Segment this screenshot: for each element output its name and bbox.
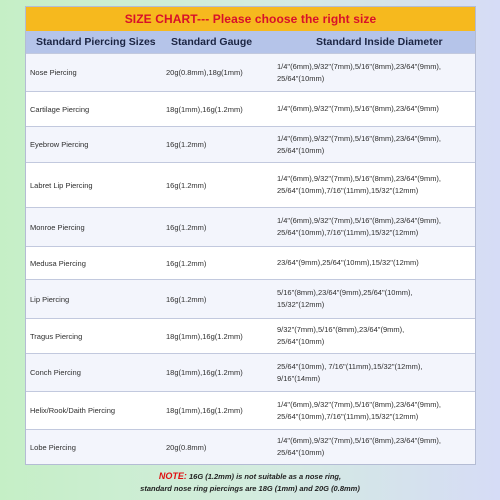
table-row <box>26 207 475 246</box>
diameter-line: 25/64"(10mm),7/16"(11mm),15/32"(12mm) <box>277 186 419 195</box>
note <box>0 470 500 495</box>
piercing-gauge: 18g(1mm),16g(1.2mm) <box>166 104 243 114</box>
chart-title: SIZE CHART--- Please choose the right size <box>26 7 475 31</box>
diameter-line: 1/4"(6mm),9/32"(7mm),5/16"(8mm),23/64"(9mm), <box>277 174 442 183</box>
diameter-line: 1/4"(6mm),9/32"(7mm),5/16"(8mm),23/64"(9mm), <box>277 216 442 225</box>
piercing-name: Lip Piercing <box>30 294 70 304</box>
piercing-name: Cartilage Piercing <box>30 104 90 114</box>
note-lead: NOTE: <box>158 471 187 481</box>
diameter-line: 25/64"(10mm),7/16"(11mm),15/32"(12mm) <box>277 411 419 421</box>
piercing-gauge: 18g(1mm),16g(1.2mm) <box>166 368 243 377</box>
piercing-name: Lobe Piercing <box>30 442 76 452</box>
table-row <box>26 246 475 279</box>
piercing-gauge: 16g(1.2mm) <box>166 294 207 304</box>
piercing-name: Tragus Piercing <box>30 331 83 341</box>
piercing-diameter <box>274 173 475 197</box>
size-chart <box>25 6 476 465</box>
diameter-line: 5/16"(8mm),23/64"(9mm),25/64"(10mm), <box>277 288 413 297</box>
diameter-line: 25/64"(10mm), 7/16"(11mm),15/32"(12mm), <box>277 361 423 371</box>
header-piercing-sizes: Standard Piercing Sizes <box>36 36 156 48</box>
piercing-name: Monroe Piercing <box>30 222 85 232</box>
table-row <box>26 318 475 353</box>
piercing-diameter <box>274 399 475 423</box>
diameter-line: 1/4"(6mm),9/32"(7mm),5/16"(8mm),23/64"(9mm), <box>277 61 442 71</box>
piercing-diameter <box>274 215 475 239</box>
note-text-1: 16G (1.2mm) is not suitable as a nose ring, <box>186 472 342 481</box>
table-body <box>26 53 475 464</box>
table-row <box>26 279 475 318</box>
piercing-diameter <box>274 435 475 459</box>
piercing-gauge: 16g(1.2mm) <box>166 222 207 232</box>
table-header <box>26 31 475 53</box>
piercing-diameter <box>274 361 475 385</box>
diameter-line: 1/4"(6mm),9/32"(7mm),5/16"(8mm),23/64"(9mm), <box>277 133 442 143</box>
piercing-gauge: 20g(0.8mm) <box>166 442 207 452</box>
header-gauge: Standard Gauge <box>171 36 253 48</box>
diameter-line: 25/64"(10mm) <box>277 337 325 346</box>
piercing-diameter <box>274 287 475 311</box>
diameter-line: 25/64"(10mm),7/16"(11mm),15/32"(12mm) <box>277 228 419 237</box>
table-row <box>26 353 475 391</box>
piercing-name: Labret Lip Piercing <box>30 180 93 190</box>
diameter-line: 1/4"(6mm),9/32"(7mm),5/16"(8mm),23/64"(9mm), <box>277 436 442 445</box>
diameter-line: 1/4"(6mm),9/32"(7mm),5/16"(8mm),23/64"(9mm) <box>277 104 439 113</box>
diameter-line: 23/64"(9mm),25/64"(10mm),15/32"(12mm) <box>277 258 419 267</box>
diameter-line: 9/32"(7mm),5/16"(8mm),23/64"(9mm), <box>277 325 405 334</box>
piercing-diameter <box>274 103 475 115</box>
note-text-2: standard nose ring piercings are 18G (1mm) and 20G (0.8mm) <box>140 484 360 493</box>
diameter-line: 1/4"(6mm),9/32"(7mm),5/16"(8mm),23/64"(9mm), <box>277 399 442 409</box>
table-row <box>26 162 475 207</box>
table-row <box>26 91 475 126</box>
piercing-name: Conch Piercing <box>30 368 81 377</box>
piercing-gauge: 16g(1.2mm) <box>166 180 207 190</box>
table-row <box>26 126 475 162</box>
piercing-name: Nose Piercing <box>30 68 77 77</box>
diameter-line: 15/32"(12mm) <box>277 300 325 309</box>
piercing-name: Helix/Rook/Daith Piercing <box>30 406 116 415</box>
diameter-line: 25/64"(10mm) <box>277 73 325 83</box>
diameter-line: 25/64"(10mm) <box>277 448 325 457</box>
table-row <box>26 391 475 429</box>
piercing-name: Eyebrow Piercing <box>30 140 89 149</box>
piercing-diameter <box>274 133 475 157</box>
piercing-diameter <box>274 61 475 85</box>
note-line-1 <box>0 470 500 483</box>
piercing-diameter <box>274 324 475 348</box>
table-row <box>26 429 475 464</box>
piercing-name: Medusa Piercing <box>30 258 86 268</box>
diameter-line: 9/16"(14mm) <box>277 373 321 383</box>
header-inside-diameter: Standard Inside Diameter <box>316 36 443 48</box>
piercing-gauge: 16g(1.2mm) <box>166 140 207 149</box>
table-row <box>26 53 475 91</box>
piercing-diameter <box>274 257 475 269</box>
diameter-line: 25/64"(10mm) <box>277 145 325 155</box>
piercing-gauge: 18g(1mm),16g(1.2mm) <box>166 406 243 415</box>
piercing-gauge: 20g(0.8mm),18g(1mm) <box>166 68 243 77</box>
piercing-gauge: 16g(1.2mm) <box>166 258 207 268</box>
piercing-gauge: 18g(1mm),16g(1.2mm) <box>166 331 243 341</box>
